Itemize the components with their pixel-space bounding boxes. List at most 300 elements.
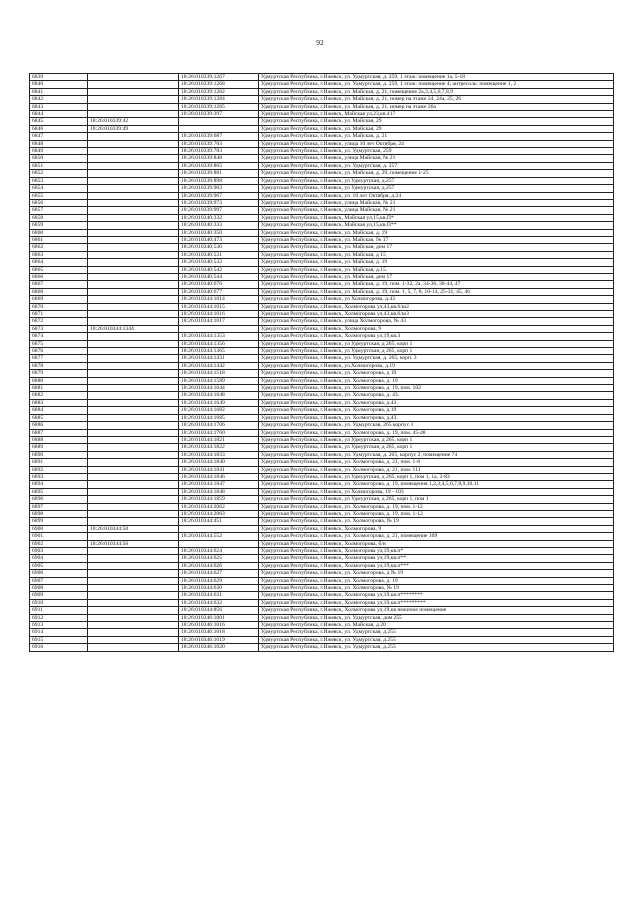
- row-number-cell: 6846: [30, 125, 88, 132]
- object-cadastral-number-cell: 18:26:010339:903: [179, 185, 259, 192]
- table-row: [30, 148, 614, 155]
- land-cadastral-number-cell: [88, 422, 179, 429]
- object-cadastral-number-cell: 18:26:010344:1822: [179, 444, 259, 451]
- address-cell: Удмуртская Республика, г.Ижевск, ул. Майская, 29: [259, 118, 614, 125]
- table-row: [30, 192, 614, 199]
- row-number-cell: 6854: [30, 185, 88, 192]
- address-cell: Удмуртская Республика, г.Ижевск, ул. Майская, д. 21, номер на этаже 24, 24а, 25, 26: [259, 96, 614, 103]
- address-cell: Удмуртская Республика, г.Ижевск, ул Холмогорова, д.43: [259, 296, 614, 303]
- object-cadastral-number-cell: [179, 325, 259, 332]
- object-cadastral-number-cell: 18:26:010344:1431: [179, 355, 259, 362]
- object-cadastral-number-cell: 18:26:010344:629: [179, 577, 259, 584]
- table-row: [30, 644, 614, 651]
- address-cell: Удмуртская Республика, г.Ижевск, ул. Холмогорова, д. 21, пом. 111: [259, 466, 614, 473]
- row-number-cell: 6869: [30, 296, 88, 303]
- row-number-cell: 6866: [30, 273, 88, 280]
- row-number-cell: 6862: [30, 244, 88, 251]
- object-cadastral-number-cell: 18:26:010339:1267: [179, 74, 259, 81]
- address-cell: Удмуртская Республика, г.Ижевск, ул. Майская, д. 21: [259, 133, 614, 140]
- address-cell: Удмуртская Республика, г.Ижевск, Холмогорова ул,43,кв.6/ш3: [259, 311, 614, 318]
- land-cadastral-number-cell: [88, 592, 179, 599]
- land-cadastral-number-cell: [88, 644, 179, 651]
- table-row: [30, 281, 614, 288]
- land-cadastral-number-cell: [88, 481, 179, 488]
- row-number-cell: 6860: [30, 229, 88, 236]
- row-number-cell: 6863: [30, 251, 88, 258]
- table-row: [30, 199, 614, 206]
- row-number-cell: 6911: [30, 607, 88, 614]
- object-cadastral-number-cell: 18:26:010346:1019: [179, 636, 259, 643]
- land-cadastral-number-cell: [88, 229, 179, 236]
- address-cell: Удмуртская Республика, г.Ижевск, ул Удмуртская, д 265, корп 1: [259, 340, 614, 347]
- table-row: [30, 385, 614, 392]
- object-cadastral-number-cell: [179, 118, 259, 125]
- address-cell: Удмуртская Республика, г.Ижевск, ул. Холмогорова, д. 21, помещение 109: [259, 533, 614, 540]
- address-cell: Удмуртская Республика, г.Ижевск, улица Майская, № 21: [259, 155, 614, 162]
- table-row: [30, 340, 614, 347]
- address-cell: Удмуртская Республика, г.Ижевск, ул. Удмуртская, д. 259, 1 этаж: помещение 4; антресоль: помещение 1, 2: [259, 81, 614, 88]
- land-cadastral-number-cell: [88, 414, 179, 421]
- table-row: [30, 436, 614, 443]
- table-row: [30, 318, 614, 325]
- object-cadastral-number-cell: 18:26:010344:1821: [179, 436, 259, 443]
- object-cadastral-number-cell: 18:26:010344:1589: [179, 377, 259, 384]
- land-cadastral-number-cell: [88, 236, 179, 243]
- object-cadastral-number-cell: 18:26:010344:1833: [179, 451, 259, 458]
- land-cadastral-number-cell: [88, 429, 179, 436]
- object-cadastral-number-cell: 18:26:010339:848: [179, 155, 259, 162]
- table-row: [30, 488, 614, 495]
- object-cadastral-number-cell: 18:26:010340:350: [179, 229, 259, 236]
- object-cadastral-number-cell: 18:26:010344:1840: [179, 459, 259, 466]
- address-cell: Удмуртская Республика, г.Ижевск, ул. Холмогорова, д.43.: [259, 399, 614, 406]
- table-row: [30, 407, 614, 414]
- address-cell: Удмуртская Республика, г.Ижевск, ул. Удмуртская, 259: [259, 148, 614, 155]
- object-cadastral-number-cell: 18:26:010344:1017: [179, 318, 259, 325]
- address-cell: Удмуртская Республика, г.Ижевск, ул. Холмогорова, д. 19, помещения 1,2,3,4,5,6,7,8,9,10,11: [259, 481, 614, 488]
- row-number-cell: 6906: [30, 570, 88, 577]
- address-cell: Удмуртская Республика, г.Ижевск, ул. Холмогорова, д № 19: [259, 570, 614, 577]
- address-cell: Удмуртская Республика, г.Ижевск, ул. Удмуртская, д. 257: [259, 162, 614, 169]
- object-cadastral-number-cell: 18:26:010339:1268: [179, 81, 259, 88]
- object-cadastral-number-cell: 18:26:010344:2063: [179, 510, 259, 517]
- address-cell: Удмуртская Республика, г.Ижевск, ул. Удмуртская, д. 265, корп. 3: [259, 355, 614, 362]
- land-cadastral-number-cell: [88, 296, 179, 303]
- land-cadastral-number-cell: [88, 385, 179, 392]
- land-cadastral-number-cell: [88, 585, 179, 592]
- object-cadastral-number-cell: 18:26:010340:676: [179, 281, 259, 288]
- land-cadastral-number-cell: [88, 340, 179, 347]
- object-cadastral-number-cell: 18:26:010344:625: [179, 555, 259, 562]
- table-row: [30, 96, 614, 103]
- object-cadastral-number-cell: 18:26:010340:677: [179, 288, 259, 295]
- object-cadastral-number-cell: [179, 540, 259, 547]
- address-cell: Удмуртская Республика, г.Ижевск, ул. Майская, д. 19: [259, 229, 614, 236]
- land-cadastral-number-cell: [88, 407, 179, 414]
- object-cadastral-number-cell: 18:26:010339:783: [179, 148, 259, 155]
- row-number-cell: 6904: [30, 555, 88, 562]
- land-cadastral-number-cell: [88, 533, 179, 540]
- table-row: [30, 236, 614, 243]
- row-number-cell: 6853: [30, 177, 88, 184]
- row-number-cell: 6865: [30, 266, 88, 273]
- table-row: [30, 481, 614, 488]
- land-cadastral-number-cell: [88, 199, 179, 206]
- land-cadastral-number-cell: 18:26:010344:50: [88, 525, 179, 532]
- land-cadastral-number-cell: [88, 622, 179, 629]
- table-row: [30, 355, 614, 362]
- row-number-cell: 6913: [30, 622, 88, 629]
- table-row: [30, 585, 614, 592]
- address-cell: Удмуртская Республика, г.Ижевск, ул Удмуртская, д 265, корп 1, пом 1: [259, 496, 614, 503]
- land-cadastral-number-cell: [88, 355, 179, 362]
- object-cadastral-number-cell: 18:26:010344:1353: [179, 333, 259, 340]
- address-cell: Удмуртская Республика, г.Ижевск, Холмогорова ул,19,кв.п***: [259, 562, 614, 569]
- address-cell: Удмуртская Республика, г.Ижевск, ул Удмуртская, д.257: [259, 185, 614, 192]
- table-row: [30, 377, 614, 384]
- object-cadastral-number-cell: 18:26:010344:1016: [179, 311, 259, 318]
- object-cadastral-number-cell: 18:26:010344:1648: [179, 392, 259, 399]
- row-number-cell: 6908: [30, 585, 88, 592]
- land-cadastral-number-cell: [88, 503, 179, 510]
- table-row: [30, 607, 614, 614]
- address-cell: Удмуртская Республика, г.Ижевск, ул Удмуртская, д 265, корп 1, пом 1, 1а, 2-83: [259, 473, 614, 480]
- object-cadastral-number-cell: 18:26:010344:631: [179, 592, 259, 599]
- address-cell: Удмуртская Республика, г.Ижевск, ул. Холмогорова, д. 19, пом. 102: [259, 385, 614, 392]
- land-cadastral-number-cell: [88, 185, 179, 192]
- table-row: [30, 548, 614, 555]
- row-number-cell: 6891: [30, 459, 88, 466]
- page-number: 92: [316, 38, 324, 47]
- land-cadastral-number-cell: [88, 518, 179, 525]
- address-cell: Удмуртская Республика, г.Ижевск, Майская ул,15,кв.П**: [259, 222, 614, 229]
- address-cell: Удмуртская Республика, г.Ижевск, Холмогорова ул,43,кв.6/ш2: [259, 303, 614, 310]
- object-cadastral-number-cell: 18:26:010344:627: [179, 570, 259, 577]
- land-cadastral-number-cell: [88, 96, 179, 103]
- row-number-cell: 6909: [30, 592, 88, 599]
- object-cadastral-number-cell: 18:26:010339:997: [179, 207, 259, 214]
- object-cadastral-number-cell: 18:26:010340:532: [179, 259, 259, 266]
- address-cell: Удмуртская Республика, г.Ижевск, ул. Майская, д.15.: [259, 266, 614, 273]
- table-row: [30, 629, 614, 636]
- object-cadastral-number-cell: 18:26:010339:967: [179, 192, 259, 199]
- address-cell: Удмуртская Республика, г.Ижевск, Холмогорова ул,19,кв.п*: [259, 548, 614, 555]
- address-cell: Удмуртская Республика, г.Ижевск, Холмогорова ул,19,кв.п**: [259, 555, 614, 562]
- address-cell: Удмуртская Республика, г.Ижевск, улица Майская, № 21: [259, 207, 614, 214]
- object-cadastral-number-cell: 18:26:010344:1682: [179, 407, 259, 414]
- table-row: [30, 133, 614, 140]
- address-cell: Удмуртская Республика, г.Ижевск, ул Удмуртская, д 265, корп 1: [259, 444, 614, 451]
- land-cadastral-number-cell: [88, 451, 179, 458]
- row-number-cell: 6859: [30, 222, 88, 229]
- table-row: [30, 555, 614, 562]
- table-row: [30, 444, 614, 451]
- land-cadastral-number-cell: 18:26:010344:56: [88, 540, 179, 547]
- table-row: [30, 636, 614, 643]
- address-cell: Удмуртская Республика, г.Ижевск, ул. Холмогорова, д. 19: [259, 377, 614, 384]
- row-number-cell: 6873: [30, 325, 88, 332]
- object-cadastral-number-cell: 18:26:010344:1518: [179, 370, 259, 377]
- row-number-cell: 6871: [30, 311, 88, 318]
- table-row: [30, 348, 614, 355]
- object-cadastral-number-cell: 18:26:010344:1442: [179, 362, 259, 369]
- table-row: [30, 259, 614, 266]
- row-number-cell: 6879: [30, 370, 88, 377]
- row-number-cell: 6903: [30, 548, 88, 555]
- table-row: [30, 592, 614, 599]
- object-cadastral-number-cell: [179, 125, 259, 132]
- row-number-cell: 6851: [30, 162, 88, 169]
- object-cadastral-number-cell: 18:26:010339:898: [179, 177, 259, 184]
- object-cadastral-number-cell: 18:26:010340:473: [179, 236, 259, 243]
- address-cell: Удмуртская Республика, г.Ижевск, ул. Холмогорова, д. 19: [259, 577, 614, 584]
- row-number-cell: 6848: [30, 140, 88, 147]
- table-row: [30, 562, 614, 569]
- table-row: [30, 222, 614, 229]
- object-cadastral-number-cell: 18:26:010344:1649: [179, 399, 259, 406]
- address-cell: Удмуртская Республика, г.Ижевск, ул. Удмуртская, д.255: [259, 644, 614, 651]
- object-cadastral-number-cell: 18:26:010340:544: [179, 273, 259, 280]
- land-cadastral-number-cell: [88, 348, 179, 355]
- row-number-cell: 6894: [30, 481, 88, 488]
- table-row: [30, 473, 614, 480]
- table-row: [30, 451, 614, 458]
- land-cadastral-number-cell: [88, 303, 179, 310]
- land-cadastral-number-cell: [88, 562, 179, 569]
- row-number-cell: 6878: [30, 362, 88, 369]
- address-cell: Удмуртская Республика, г.Ижевск, ул. Майская, д.20: [259, 622, 614, 629]
- row-number-cell: 6842: [30, 96, 88, 103]
- row-number-cell: 6850: [30, 155, 88, 162]
- object-cadastral-number-cell: 18:26:010340:332: [179, 214, 259, 221]
- land-cadastral-number-cell: [88, 111, 179, 118]
- object-cadastral-number-cell: 18:26:010344:1644: [179, 385, 259, 392]
- object-cadastral-number-cell: 18:26:010344:856: [179, 607, 259, 614]
- land-cadastral-number-cell: [88, 318, 179, 325]
- row-number-cell: 6888: [30, 436, 88, 443]
- row-number-cell: 6886: [30, 422, 88, 429]
- row-number-cell: 6857: [30, 207, 88, 214]
- land-cadastral-number-cell: [88, 510, 179, 517]
- table-row: [30, 103, 614, 110]
- land-cadastral-number-cell: [88, 577, 179, 584]
- address-cell: Удмуртская Республика, г.Ижевск, улица 10 лет Октября, 24: [259, 140, 614, 147]
- object-cadastral-number-cell: 18:26:010344:626: [179, 562, 259, 569]
- land-cadastral-number-cell: [88, 281, 179, 288]
- row-number-cell: 6912: [30, 614, 88, 621]
- object-cadastral-number-cell: 18:26:010346:1020: [179, 644, 259, 651]
- object-cadastral-number-cell: 18:26:010344:1356: [179, 340, 259, 347]
- address-cell: Удмуртская Республика, г.Ижевск, ул. Майская, 29: [259, 125, 614, 132]
- land-cadastral-number-cell: [88, 362, 179, 369]
- table-row: [30, 370, 614, 377]
- land-cadastral-number-cell: [88, 148, 179, 155]
- row-number-cell: 6867: [30, 281, 88, 288]
- address-cell: Удмуртская Республика, г.Ижевск, ул. Удмуртская, д. 265, корпус 2, помещение 74: [259, 451, 614, 458]
- object-cadastral-number-cell: 18:26:010346:1016: [179, 622, 259, 629]
- address-cell: Удмуртская Республика, г.Ижевск, Холмогорова, б/н: [259, 540, 614, 547]
- land-cadastral-number-cell: [88, 273, 179, 280]
- land-cadastral-number-cell: 18:26:010339:49: [88, 125, 179, 132]
- table-row: [30, 111, 614, 118]
- object-cadastral-number-cell: 18:26:010344:632: [179, 599, 259, 606]
- row-number-cell: 6876: [30, 348, 88, 355]
- row-number-cell: 6884: [30, 407, 88, 414]
- table-row: [30, 266, 614, 273]
- object-cadastral-number-cell: 18:26:010339:687: [179, 133, 259, 140]
- row-number-cell: 6844: [30, 111, 88, 118]
- address-cell: Удмуртская Республика, г.Ижевск, ул. Холмогорова, д. 43.: [259, 392, 614, 399]
- address-cell: Удмуртская Республика, г.Ижевск, ул. Удмуртская, дом 255: [259, 614, 614, 621]
- address-cell: Удмуртская Республика, г.Ижевск, ул. Удмуртская, д.255: [259, 629, 614, 636]
- land-cadastral-number-cell: [88, 177, 179, 184]
- object-cadastral-number-cell: 18:26:010340:542: [179, 266, 259, 273]
- table-row: [30, 244, 614, 251]
- address-cell: Удмуртская Республика, г.Ижевск, ул. Майская, д. 21, номер на этаже 26а: [259, 103, 614, 110]
- address-cell: Удмуртская Республика, г.Ижевск, ул. Удмуртская, 265 корпус 1: [259, 422, 614, 429]
- land-cadastral-number-cell: [88, 466, 179, 473]
- land-cadastral-number-cell: [88, 599, 179, 606]
- row-number-cell: 6881: [30, 385, 88, 392]
- object-cadastral-number-cell: 18:26:010344:1847: [179, 481, 259, 488]
- row-number-cell: 6883: [30, 399, 88, 406]
- address-cell: Удмуртская Республика, г.Ижевск, ул Удмуртская, д 265, корп 1: [259, 348, 614, 355]
- table-row: [30, 503, 614, 510]
- row-number-cell: 6872: [30, 318, 88, 325]
- table-row: [30, 333, 614, 340]
- table-row: [30, 185, 614, 192]
- table-row: [30, 392, 614, 399]
- table-row: [30, 311, 614, 318]
- row-number-cell: 6899: [30, 518, 88, 525]
- registry-table: [29, 73, 614, 652]
- row-number-cell: 6897: [30, 503, 88, 510]
- row-number-cell: 6845: [30, 118, 88, 125]
- table-row: [30, 496, 614, 503]
- row-number-cell: 6877: [30, 355, 88, 362]
- table-row: [30, 162, 614, 169]
- row-number-cell: 6875: [30, 340, 88, 347]
- address-cell: Удмуртская Республика, г.Ижевск, Холмогорова, 9: [259, 325, 614, 332]
- row-number-cell: 6840: [30, 81, 88, 88]
- table-row: [30, 459, 614, 466]
- table-row: [30, 214, 614, 221]
- address-cell: Удмуртская Республика, г.Ижевск, Холмогорова ул,19,кв нежилое помещение: [259, 607, 614, 614]
- table-row: [30, 362, 614, 369]
- land-cadastral-number-cell: [88, 74, 179, 81]
- object-cadastral-number-cell: 18:26:010344:1760: [179, 429, 259, 436]
- land-cadastral-number-cell: [88, 333, 179, 340]
- table-row: [30, 510, 614, 517]
- table-row: [30, 140, 614, 147]
- row-number-cell: 6880: [30, 377, 88, 384]
- table-row: [30, 533, 614, 540]
- land-cadastral-number-cell: [88, 488, 179, 495]
- object-cadastral-number-cell: 18:26:010344:552: [179, 533, 259, 540]
- address-cell: Удмуртская Республика, г.Ижевск, ул. Холмогорова, д 19: [259, 370, 614, 377]
- address-cell: Удмуртская Республика, г.Ижевск, ул. 10 лет Октября, д.24: [259, 192, 614, 199]
- land-cadastral-number-cell: [88, 614, 179, 621]
- address-cell: Удмуртская Республика, г.Ижевск, ул. Майская, дом 17: [259, 244, 614, 251]
- table-row: [30, 325, 614, 332]
- row-number-cell: 6839: [30, 74, 88, 81]
- table-row: [30, 540, 614, 547]
- row-number-cell: 6841: [30, 88, 88, 95]
- row-number-cell: 6868: [30, 288, 88, 295]
- address-cell: Удмуртская Республика, г.Ижевск, ул. Майская, № 17: [259, 236, 614, 243]
- row-number-cell: 6896: [30, 496, 88, 503]
- land-cadastral-number-cell: [88, 496, 179, 503]
- row-number-cell: 6905: [30, 562, 88, 569]
- table-row: [30, 74, 614, 81]
- row-number-cell: 6856: [30, 199, 88, 206]
- row-number-cell: 6852: [30, 170, 88, 177]
- address-cell: Удмуртская Республика, г.Ижевск, ул. Майская, д. 19, пом. 1-32, 2а, 34-36, 38-44, 47: [259, 281, 614, 288]
- address-cell: Удмуртская Республика, г.Ижевск, Холмогорова ул,19,кв.3: [259, 333, 614, 340]
- address-cell: Удмуртская Республика, г.Ижевск, ул. Холмогорова, д. 21, пом. 1-8: [259, 459, 614, 466]
- row-number-cell: 6864: [30, 259, 88, 266]
- address-cell: Удмуртская Республика, г.Ижевск, ул. Холмогорова, д. 19, пом. 45-48: [259, 429, 614, 436]
- table-row: [30, 155, 614, 162]
- row-number-cell: 6901: [30, 533, 88, 540]
- table-row: [30, 125, 614, 132]
- address-cell: Удмуртская Республика, г.Ижевск, ул. Холмогорова, д.43.: [259, 414, 614, 421]
- land-cadastral-number-cell: [88, 214, 179, 221]
- row-number-cell: 6870: [30, 303, 88, 310]
- object-cadastral-number-cell: 18:26:010339:703: [179, 140, 259, 147]
- object-cadastral-number-cell: 18:26:010344:1706: [179, 422, 259, 429]
- object-cadastral-number-cell: 18:26:010344:630: [179, 585, 259, 592]
- address-cell: Удмуртская Республика, г.Ижевск, ул. Майская, д. 19: [259, 259, 614, 266]
- object-cadastral-number-cell: 18:26:010339:1282: [179, 88, 259, 95]
- address-cell: Удмуртская Республика, г.Ижевск, ул Удмуртская, д.257: [259, 177, 614, 184]
- row-number-cell: 6902: [30, 540, 88, 547]
- address-cell: Удмуртская Республика, г.Ижевск, ул. Майская, д. 21, помещение 2а,3,4,5,6,7,8,9: [259, 88, 614, 95]
- row-number-cell: 6907: [30, 577, 88, 584]
- table-row: [30, 422, 614, 429]
- row-number-cell: 6890: [30, 451, 88, 458]
- table-row: [30, 429, 614, 436]
- object-cadastral-number-cell: 18:26:010346:1018: [179, 629, 259, 636]
- address-cell: Удмуртская Республика, г.Ижевск, улица Холмогорова, № 43: [259, 318, 614, 325]
- row-number-cell: 6849: [30, 148, 88, 155]
- table-row: [30, 288, 614, 295]
- land-cadastral-number-cell: [88, 251, 179, 258]
- land-cadastral-number-cell: [88, 311, 179, 318]
- land-cadastral-number-cell: [88, 81, 179, 88]
- land-cadastral-number-cell: [88, 392, 179, 399]
- table-row: [30, 622, 614, 629]
- table-row: [30, 614, 614, 621]
- row-number-cell: 6843: [30, 103, 88, 110]
- address-cell: Удмуртская Республика, г.Ижевск, ул. Удмуртская, д.255: [259, 636, 614, 643]
- table-row: [30, 118, 614, 125]
- address-cell: Удмуртская Республика, г.Ижевск, Майская ул,15,кв.П*: [259, 214, 614, 221]
- row-number-cell: 6889: [30, 444, 88, 451]
- object-cadastral-number-cell: 18:26:010339:1284: [179, 96, 259, 103]
- address-cell: Удмуртская Республика, г.Ижевск, ул. Холмогорова, д. 19, пом. 1-12: [259, 503, 614, 510]
- object-cadastral-number-cell: 18:26:010340:333: [179, 222, 259, 229]
- table-row: [30, 399, 614, 406]
- address-cell: Удмуртская Республика, г.Ижевск, ул. Майская, д 15: [259, 251, 614, 258]
- address-cell: Удмуртская Республика, г.Ижевск, ул. Удмуртская, д. 259, 1 этаж: помещение 1а, 5-18: [259, 74, 614, 81]
- object-cadastral-number-cell: 18:26:010344:1365: [179, 348, 259, 355]
- land-cadastral-number-cell: [88, 170, 179, 177]
- object-cadastral-number-cell: 18:26:010344:1015: [179, 303, 259, 310]
- address-cell: Удмуртская Республика, г.Ижевск, Майская ул,23,кв.417: [259, 111, 614, 118]
- row-number-cell: 6882: [30, 392, 88, 399]
- object-cadastral-number-cell: 18:26:010339:397: [179, 111, 259, 118]
